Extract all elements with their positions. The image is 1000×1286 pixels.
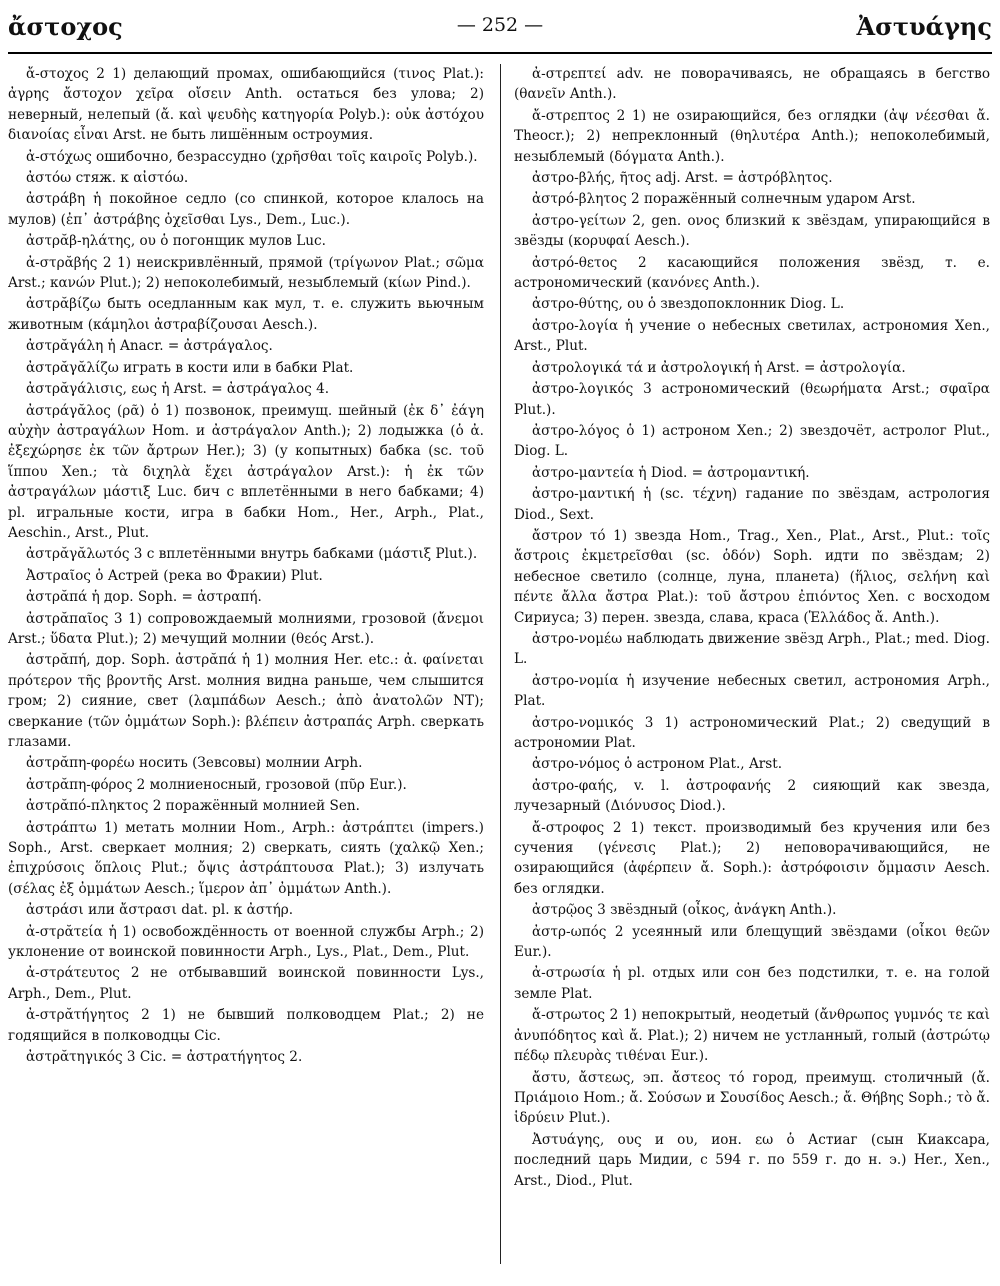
dictionary-entry: ἀστόω стяж. к αἰστόω. bbox=[26, 170, 189, 187]
dictionary-entry: ἀστράπτω 1) метать молнии Hom., Arph.: ἀστράπτει (impers.) Soph., Arst. сверкает молния; 2) сверкать, сиять (χαλκῷ Xen.; ἐπιχρύσοις ὅπλοις Plut.; ὄψις ἀστράπτουσα Plat.); 3) излучать (σέλας ἐξ ὀμμάτων Aesch.; ἵμερον ἀπ᾽ ὀμμάτων Anth.). bbox=[8, 819, 484, 897]
dictionary-entry: ἄ-στρωτος 2 1) непокрытый, неодетый (ἄνθρωπος γυμνός τε καὶ ἀνυπόδητος καὶ ἄ. Plat.); 2) ничем не устланный, голый (ἀστρώτῳ πέδῳ πλευρὰς τιθέναι Eur.). bbox=[514, 1007, 990, 1065]
dictionary-entry: ἀστρο-φαής, v. l. ἀστροφανής 2 сияющий как звезда, лучезарный (Διόνυσος Diod.). bbox=[514, 777, 990, 815]
running-header bbox=[8, 12, 992, 40]
dictionary-entry: ἀστρᾰπαῖος 3 1) сопровождаемый молниями, грозовой (ἄνεμοι Arst.; ὕδατα Plut.); 2) мечущий молнии (θεός Arst.). bbox=[8, 610, 484, 647]
dictionary-entry: ἀστρᾰπά ἡ дор. Soph. = ἀστραπή. bbox=[26, 589, 262, 606]
dictionary-entry: ἀστράβη ἡ покойное седло (со спинкой, которое клалось на мулов) (ἐπ᾽ ἀστράβης ὀχεῖσθαι Lys., Dem., Luc.). bbox=[8, 191, 484, 228]
dictionary-entry: ἀστρᾰγάλη ἡ Anacr. = ἀστράγαλος. bbox=[26, 338, 273, 355]
dictionary-entry: ἀστρᾰτηγικός 3 Cic. = ἀστρατήγητος 2. bbox=[26, 1049, 303, 1066]
dictionary-entry: ἀστρολογικά τά и ἀστρολογική ἡ Arst. = ἀστρολογία. bbox=[532, 359, 906, 376]
dictionary-entry: Ἀστυάγης, ους и ου, ион. εω ὁ Астиаг (сын Киаксара, последний царь Мидии, с 594 г. по 559 г. до н. э.) Her., Xen., Arst., Diod., Plut. bbox=[514, 1131, 990, 1189]
dictionary-entry: ἀ-στρᾰτήγητος 2 1) не бывший полководцем Plat.; 2) не годящийся в полководцы Cic. bbox=[8, 1007, 484, 1044]
dictionary-entry: ἀστρό-βλητος 2 поражённый солнечным ударом Arst. bbox=[532, 191, 916, 208]
dictionary-entry: ἀστρο-νόμος ὁ астроном Plat., Arst. bbox=[532, 756, 783, 773]
dictionary-entry: ἀ-στρεπτεί adv. не поворачиваясь, не обращаясь в бегство (θανεῖν Anth.). bbox=[514, 66, 990, 103]
dictionary-entry: ἀστρῷος 3 звёздный (οἶκος, ἀνάγκη Anth.). bbox=[532, 902, 837, 919]
right-column bbox=[514, 64, 990, 1276]
dictionary-entry: ἀ-στράτευτος 2 не отбывавший воинской повинности Lys., Arph., Dem., Plut. bbox=[8, 965, 484, 1002]
left-column bbox=[8, 64, 484, 1276]
dictionary-entry: Ἀστραῖος ὁ Астрей (река во Фракии) Plut. bbox=[26, 567, 323, 584]
column-divider bbox=[500, 64, 501, 1264]
dictionary-entry: ἀστρᾰπη-φόρος 2 молниеносный, грозовой (πῦρ Eur.). bbox=[26, 776, 407, 793]
dictionary-entry: ἀστρο-νομικός 3 1) астрономический Plat.; 2) сведущий в астрономии Plat. bbox=[514, 714, 990, 751]
dictionary-entry: ἀ-στρωσία ἡ pl. отдых или сон без подстилки, т. е. на голой земле Plat. bbox=[514, 965, 990, 1002]
dictionary-entry: ἀ-στόχως ошибочно, безрассудно (χρῆσθαι τοῖς καιροῖς Polyb.). bbox=[26, 148, 478, 165]
dictionary-entry: ἀστρό-θετος 2 касающийся положения звёзд, т. е. астрономический (κανόνες Anth.). bbox=[514, 254, 990, 292]
dictionary-entry: ἀστρᾰβ-ηλάτης, ου ὁ погонщик мулов Luc. bbox=[26, 233, 326, 250]
dictionary-entry: ἄ-στοχος 2 1) делающий промах, ошибающийся (τινος Plat.): ἀγρης ἄστοχον χεῖρα οἴσειν Anth. остаться без улова; 2) неверный, нелепый (ἄ. καὶ ψευδὴς κατηγορία Polyb.): οὐκ ἀστόχου διανοίας εἶναι Arst. не быть лишённым остроумия. bbox=[8, 66, 484, 144]
page-number: — 252 — bbox=[456, 14, 544, 36]
dictionary-entry: ἀστρᾰπη-φορέω носить (Зевсовы) молнии Arph. bbox=[26, 755, 363, 772]
header-rule bbox=[8, 52, 992, 54]
dictionary-entry: ἀστρᾰπό-πληκτος 2 поражённый молнией Sen. bbox=[26, 798, 360, 815]
dictionary-entry: ἀστρο-γείτων 2, gen. ονος близкий к звёздам, упирающийся в звёзды (κορυφαί Aesch.). bbox=[514, 212, 990, 250]
header-right-guideword: Ἀστυάγης bbox=[856, 12, 992, 41]
dictionary-entry: ἀστράσι или ἄστρασι dat. pl. к ἀστήρ. bbox=[26, 902, 294, 919]
dictionary-entry: ἄστυ, ἄστεως, эп. ἄστεος τό город, преимущ. столичный (ἄ. Πριάμοιο Hom.; ἄ. Σούσων и Σουσίδος Aesch.; ἄ. Θήβης Soph.; τὸ ἄ. ἱδρύειν Plut.). bbox=[514, 1069, 990, 1127]
dictionary-entry: ἀ-στρᾰβής 2 1) неискривлённый, прямой (τρίγωνον Plat.; σῶμα Arst.; κανών Plut.); 2) непоколебимый, незыблемый (κίων Pind.). bbox=[8, 254, 484, 292]
header-left-guideword: ἄστοχος bbox=[8, 12, 123, 41]
dictionary-entry: ἀστρᾰβίζω быть оседланным как мул, т. е. служить вьючным животным (κάμηλοι ἀστραβίζουσαι Aesch.). bbox=[8, 296, 484, 333]
dictionary-entry: ἀστρᾰγάλισις, εως ἡ Arst. = ἀστράγαλος 4. bbox=[26, 381, 330, 398]
dictionary-entry: ἀστρᾰγᾰλίζω играть в кости или в бабки Plat. bbox=[26, 359, 354, 376]
dictionary-entry: ἀστρο-λογικός 3 астрономический (θεωρήματα Arst.; σφαῖρα Plut.). bbox=[514, 381, 990, 418]
dictionary-entry: ἀ-στρᾰτεία ἡ 1) освобождённость от военной службы Arph.; 2) уклонение от воинской повинности Arph., Lys., Plat., Dem., Plut. bbox=[8, 923, 484, 961]
dictionary-entry: ἀστρο-λόγος ὁ 1) астроном Xen.; 2) звездочёт, астролог Plut., Diog. L. bbox=[514, 422, 990, 460]
dictionary-entry: ἀστρο-μαντική ἡ (sc. τέχνη) гадание по звёздам, астрология Diod., Sext. bbox=[514, 486, 990, 523]
dictionary-entry: ἀστρο-νομία ἡ изучение небесных светил, астрономия Arph., Plat. bbox=[514, 672, 990, 710]
dictionary-entry: ἀστρᾰπή, дор. Soph. ἀστρᾰπά ἡ 1) молния Her. etc.: ἀ. φαίνεται πρότερον τῆς βροντῆς Arst. молния видна раньше, чем слышится гром; 2) сияние, свет (λαμπάδων Aesch.; ἀπὸ ἀνατολῶν NT); сверкание (τῶν ὀμμάτων Soph.): βλέπειν ἀστραπάς Arph. сверкать глазами. bbox=[8, 652, 484, 750]
dictionary-entry: ἄ-στρεπτος 2 1) не озирающийся, без оглядки (ἀψ νέεσθαι ἄ. Theocr.); 2) непреклонный (θηλυτέρα Anth.); непоколебимый, незыблемый (δόγματα Anth.). bbox=[514, 107, 990, 165]
dictionary-entry: ἀστρο-βλής, ῆτος adj. Arst. = ἀστρόβλητος. bbox=[532, 170, 833, 187]
dictionary-entry: ἀστρο-λογία ἡ учение о небесных светилах, астрономия Xen., Arst., Plut. bbox=[514, 317, 990, 355]
dictionary-entry: ἀστρ-ωπός 2 усеянный или блещущий звёздами (οἶκοι θεῶν Eur.). bbox=[514, 923, 990, 961]
dictionary-entry: ἀστράγᾰλος (ρᾶ) ὁ 1) позвонок, преимущ. шейный (ἐκ δ᾽ ἐάγη αὐχὴν ἀστραγάλων Hom. и ἀστράγαλον Anth.); 2) лодыжка (ὁ ἀ. ἐξεχώρησε ἐκ τῶν ἄρτρων Her.); 3) (у копытных) бабка (sc. τοῦ ἵππου Xen.; τὰ διχηλὰ ἔχει ἀστράγαλον Arst.): ἡ ἐκ τῶν ἀστραγάλων μάστιξ Luc. бич с вплетёнными в него бабками; 4) pl. игральные кости, игра в бабки Hom., Her., Arph., Plat., Aeschin., Arst., Plut. bbox=[8, 402, 484, 541]
dictionary-entry: ἀστρο-νομέω наблюдать движение звёзд Arph., Plat.; med. Diog. L. bbox=[514, 630, 990, 668]
dictionary-entry: ἄστρον τό 1) звезда Hom., Trag., Xen., Plat., Arst., Plut.: τοῖς ἄστροις ἐκμετρεῖσθαι (sc. ὁδόν) Soph. идти по звёздам; 2) небесное светило (солнце, луна, планета) (ἥλιος, σελήνη καὶ πέντε ἄλλα ἄστρα Plat.): τοῦ ἄστρου ἐπιόντος Xen. с восходом Сириуса; 3) перен. звезда, слава, краса (Ἑλλάδος ἄ. Anth.). bbox=[514, 527, 990, 626]
dictionary-entry: ἄ-στροφος 2 1) текст. производимый без кручения или без сучения (γένεσις Plat.); 2) неповорачивающийся, не озирающийся (ἀφέρπειν ἄ. Soph.): ἀστρόφοισιν ὄμμασιν Aesch. без оглядки. bbox=[514, 819, 990, 897]
dictionary-entry: ἀστρᾰγᾰλωτός 3 с вплетёнными внутрь бабками (μάστιξ Plut.). bbox=[26, 546, 478, 563]
dictionary-entry: ἀστρο-μαντεία ἡ Diod. = ἀστρομαντική. bbox=[532, 464, 810, 481]
dictionary-entry: ἀστρο-θύτης, ου ὁ звездопоклонник Diog. L. bbox=[532, 296, 845, 313]
